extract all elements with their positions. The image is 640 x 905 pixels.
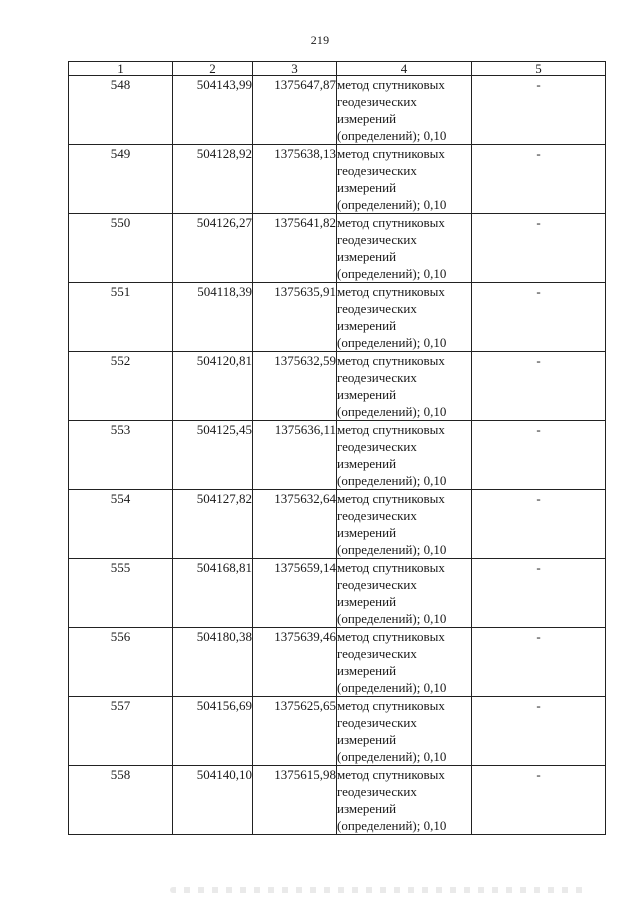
y-coordinate-cell: 1375632,64 — [253, 490, 337, 559]
method-line: метод спутниковых — [337, 353, 445, 368]
method-line: (определений); 0,10 — [337, 818, 447, 833]
method-line: измерений — [337, 732, 397, 747]
x-coordinate-cell: 504168,81 — [173, 559, 253, 628]
method-line: (определений); 0,10 — [337, 197, 447, 212]
method-line: геодезических — [337, 163, 417, 178]
table-row — [69, 559, 606, 628]
method-line: метод спутниковых — [337, 560, 445, 575]
method-line: (определений); 0,10 — [337, 404, 447, 419]
column-header: 5 — [472, 62, 606, 76]
method-line: геодезических — [337, 715, 417, 730]
method-line: метод спутниковых — [337, 146, 445, 161]
method-cell — [337, 421, 472, 490]
method-cell — [337, 628, 472, 697]
page-number: 219 — [310, 33, 330, 47]
method-line: метод спутниковых — [337, 77, 445, 92]
point-number-cell: 551 — [69, 283, 173, 352]
method-cell — [337, 145, 472, 214]
method-line: геодезических — [337, 370, 417, 385]
table-row — [69, 421, 606, 490]
x-coordinate-cell: 504125,45 — [173, 421, 253, 490]
table-header-row — [69, 62, 606, 76]
method-line: геодезических — [337, 301, 417, 316]
method-line: измерений — [337, 663, 397, 678]
method-line: измерений — [337, 387, 397, 402]
method-cell — [337, 559, 472, 628]
method-line: (определений); 0,10 — [337, 749, 447, 764]
note-cell: - — [472, 352, 606, 421]
point-number-cell: 554 — [69, 490, 173, 559]
method-cell — [337, 283, 472, 352]
note-cell: - — [472, 559, 606, 628]
y-coordinate-cell: 1375638,13 — [253, 145, 337, 214]
x-coordinate-cell: 504128,92 — [173, 145, 253, 214]
point-number-cell: 557 — [69, 697, 173, 766]
table-row — [69, 490, 606, 559]
method-line: измерений — [337, 456, 397, 471]
method-line: (определений); 0,10 — [337, 335, 447, 350]
method-cell — [337, 697, 472, 766]
table-row — [69, 214, 606, 283]
method-line: геодезических — [337, 784, 417, 799]
method-line: геодезических — [337, 577, 417, 592]
x-coordinate-cell: 504180,38 — [173, 628, 253, 697]
column-header: 1 — [69, 62, 173, 76]
method-line: геодезических — [337, 94, 417, 109]
y-coordinate-cell: 1375639,46 — [253, 628, 337, 697]
method-line: (определений); 0,10 — [337, 542, 447, 557]
method-line: измерений — [337, 594, 397, 609]
method-line: метод спутниковых — [337, 629, 445, 644]
method-line: геодезических — [337, 439, 417, 454]
y-coordinate-cell: 1375636,11 — [253, 421, 337, 490]
method-line: метод спутниковых — [337, 491, 445, 506]
method-cell — [337, 76, 472, 145]
note-cell: - — [472, 214, 606, 283]
note-cell: - — [472, 421, 606, 490]
footer-scan-artifact — [170, 887, 590, 893]
note-cell: - — [472, 76, 606, 145]
point-number-cell: 550 — [69, 214, 173, 283]
method-line: метод спутниковых — [337, 698, 445, 713]
method-cell — [337, 766, 472, 835]
note-cell: - — [472, 490, 606, 559]
point-number-cell: 552 — [69, 352, 173, 421]
table-body — [69, 76, 606, 835]
note-cell: - — [472, 145, 606, 214]
method-line: (определений); 0,10 — [337, 611, 447, 626]
note-cell: - — [472, 628, 606, 697]
method-line: (определений); 0,10 — [337, 128, 447, 143]
y-coordinate-cell: 1375615,98 — [253, 766, 337, 835]
x-coordinate-cell: 504118,39 — [173, 283, 253, 352]
point-number-cell: 553 — [69, 421, 173, 490]
y-coordinate-cell: 1375641,82 — [253, 214, 337, 283]
point-number-cell: 556 — [69, 628, 173, 697]
x-coordinate-cell: 504120,81 — [173, 352, 253, 421]
y-coordinate-cell: 1375635,91 — [253, 283, 337, 352]
column-header: 4 — [337, 62, 472, 76]
x-coordinate-cell: 504156,69 — [173, 697, 253, 766]
table-row — [69, 628, 606, 697]
method-line: (определений); 0,10 — [337, 266, 447, 281]
point-number-cell: 555 — [69, 559, 173, 628]
x-coordinate-cell: 504127,82 — [173, 490, 253, 559]
method-line: метод спутниковых — [337, 215, 445, 230]
method-line: измерений — [337, 318, 397, 333]
method-line: геодезических — [337, 232, 417, 247]
method-line: геодезических — [337, 646, 417, 661]
table-row — [69, 766, 606, 835]
column-header: 2 — [173, 62, 253, 76]
method-line: измерений — [337, 801, 397, 816]
column-header: 3 — [253, 62, 337, 76]
point-number-cell: 548 — [69, 76, 173, 145]
note-cell: - — [472, 697, 606, 766]
note-cell: - — [472, 766, 606, 835]
x-coordinate-cell: 504126,27 — [173, 214, 253, 283]
method-line: (определений); 0,10 — [337, 473, 447, 488]
method-cell — [337, 214, 472, 283]
table-row — [69, 145, 606, 214]
note-cell: - — [472, 283, 606, 352]
y-coordinate-cell: 1375659,14 — [253, 559, 337, 628]
y-coordinate-cell: 1375647,87 — [253, 76, 337, 145]
table-row — [69, 697, 606, 766]
table-row — [69, 352, 606, 421]
y-coordinate-cell: 1375625,65 — [253, 697, 337, 766]
method-line: метод спутниковых — [337, 767, 445, 782]
method-cell — [337, 352, 472, 421]
method-cell — [337, 490, 472, 559]
coordinates-table — [68, 61, 606, 835]
method-line: (определений); 0,10 — [337, 680, 447, 695]
method-line: измерений — [337, 111, 397, 126]
x-coordinate-cell: 504143,99 — [173, 76, 253, 145]
table-row — [69, 76, 606, 145]
point-number-cell: 558 — [69, 766, 173, 835]
table-row — [69, 283, 606, 352]
method-line: метод спутниковых — [337, 422, 445, 437]
method-line: геодезических — [337, 508, 417, 523]
method-line: измерений — [337, 525, 397, 540]
method-line: метод спутниковых — [337, 284, 445, 299]
x-coordinate-cell: 504140,10 — [173, 766, 253, 835]
method-line: измерений — [337, 249, 397, 264]
method-line: измерений — [337, 180, 397, 195]
y-coordinate-cell: 1375632,59 — [253, 352, 337, 421]
point-number-cell: 549 — [69, 145, 173, 214]
